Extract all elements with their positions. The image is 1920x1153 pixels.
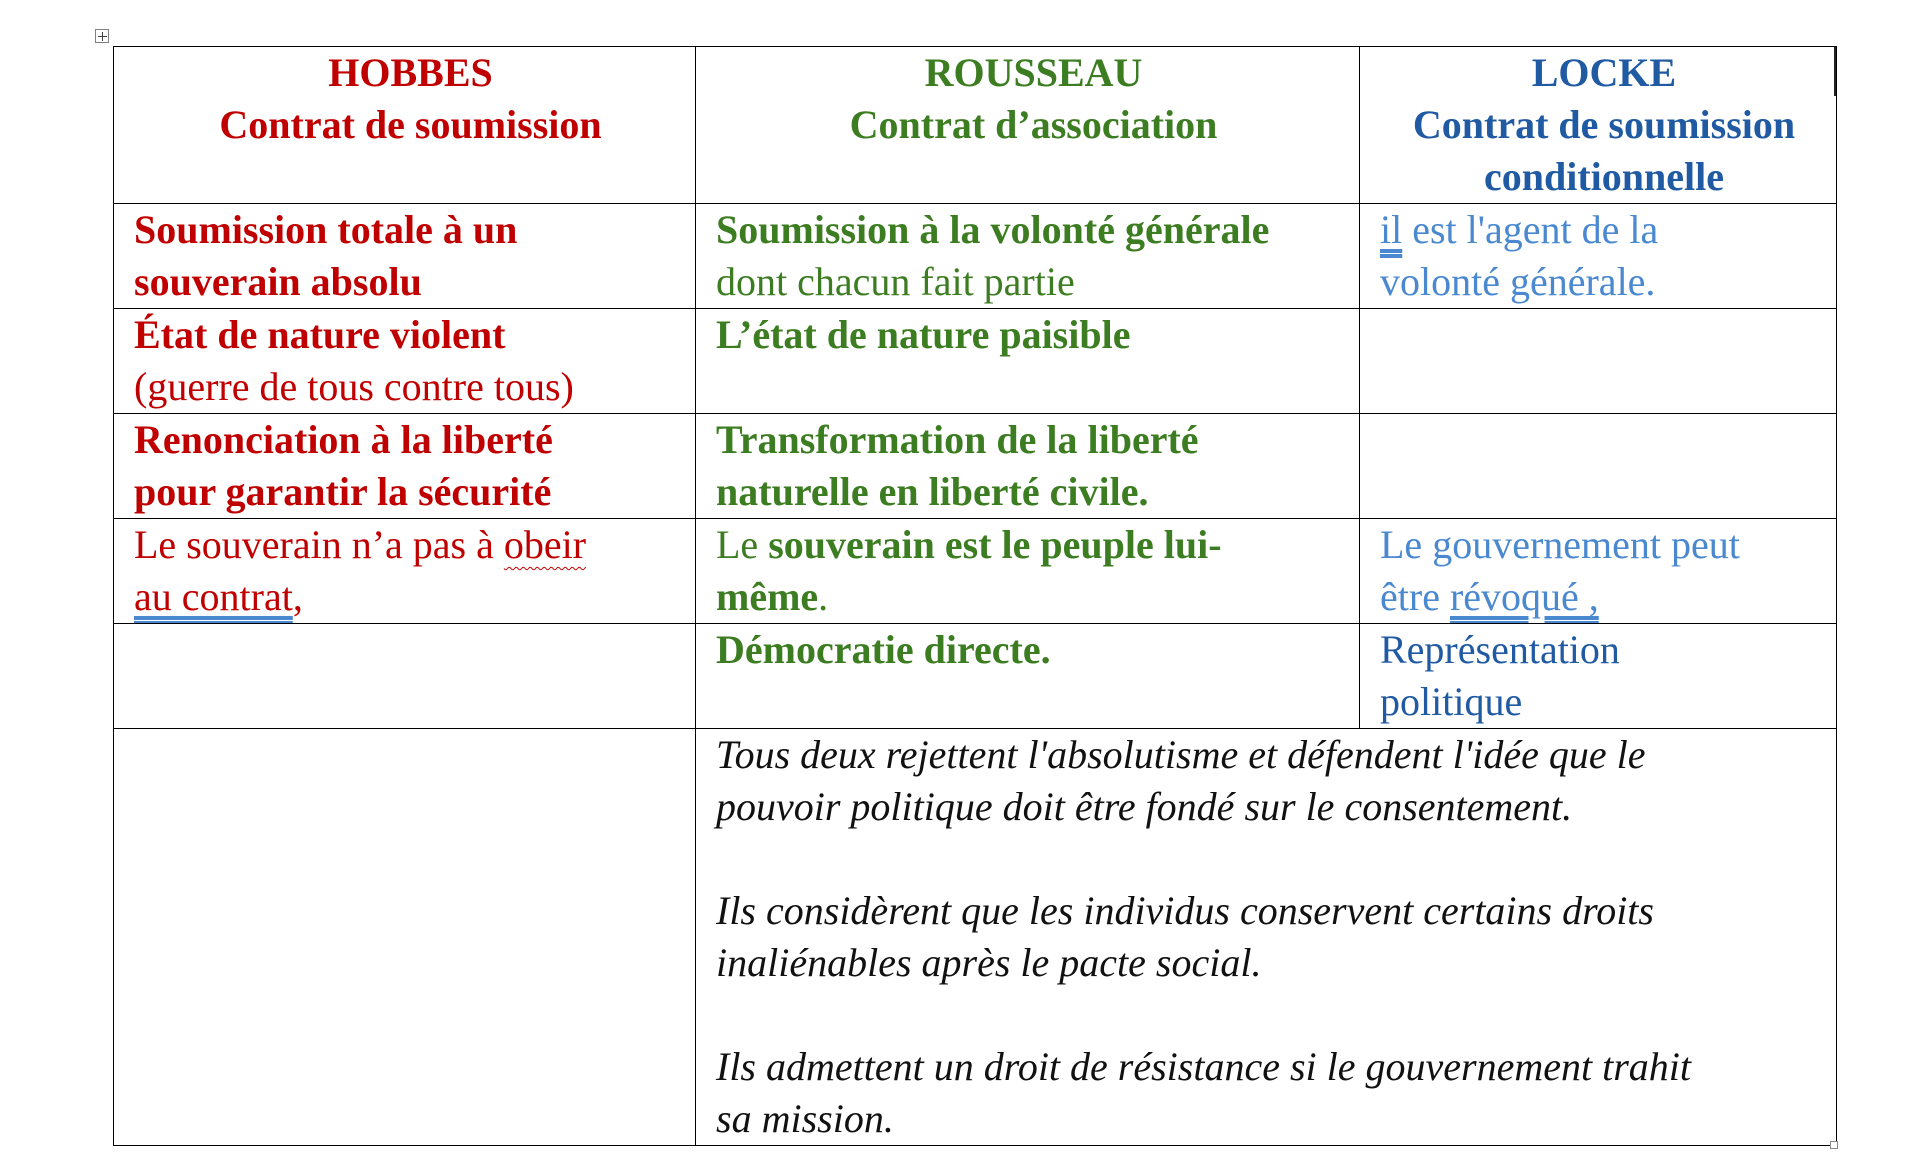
cell-line: Représentation <box>1380 627 1620 672</box>
common-line: Ils admettent un droit de résistance si le gouvernement trahit <box>716 1044 1692 1089</box>
comparison-table <box>113 46 1837 1146</box>
cell-line <box>1380 204 1828 256</box>
locke-contract-line2: conditionnelle <box>1483 154 1725 199</box>
cell-rousseau[interactable] <box>696 204 1360 309</box>
hobbes-contract: Contrat de soumission <box>219 102 602 147</box>
table-row <box>114 414 1837 519</box>
cell-line <box>716 571 1351 623</box>
cell-line: dont chacun fait partie <box>716 259 1075 304</box>
cell-hobbes[interactable] <box>114 204 696 309</box>
cell-locke-empty[interactable] <box>1360 414 1837 519</box>
grammar-flagged-word[interactable]: révoqué , <box>1449 574 1599 619</box>
common-line: inaliénables après le pacte social. <box>716 940 1262 985</box>
header-row <box>114 47 1837 204</box>
cell-line <box>716 519 1351 571</box>
cell-locke[interactable] <box>1360 204 1837 309</box>
cell-line: souverain absolu <box>134 259 422 304</box>
paragraph-gap <box>716 989 1828 1041</box>
rousseau-contract: Contrat d’association <box>849 102 1218 147</box>
cell-text-bold: souverain est le peuple lui- <box>768 522 1222 567</box>
cell-rousseau[interactable] <box>696 309 1360 414</box>
cell-rousseau[interactable] <box>696 624 1360 729</box>
cell-hobbes-empty[interactable] <box>114 624 696 729</box>
spelling-flagged-word[interactable]: obeir <box>503 522 587 567</box>
cell-line: Démocratie directe. <box>716 627 1051 672</box>
cell-locke[interactable] <box>1360 519 1837 624</box>
cell-line: naturelle en liberté civile. <box>716 469 1149 514</box>
header-rousseau <box>696 47 1360 204</box>
header-hobbes <box>114 47 696 204</box>
paragraph-gap <box>716 833 1828 885</box>
cell-text: , <box>292 574 303 619</box>
cell-line: État de nature violent <box>134 312 506 357</box>
cell-line: volonté générale. <box>1380 259 1656 304</box>
cell-text: Le souverain n’a pas à <box>134 522 504 567</box>
cell-text: Le <box>716 522 769 567</box>
grammar-flagged-word[interactable]: au contrat <box>134 574 293 619</box>
cell-rousseau[interactable] <box>696 414 1360 519</box>
cell-rousseau[interactable] <box>696 519 1360 624</box>
cell-line: politique <box>1380 679 1523 724</box>
cell-line: Le gouvernement peut <box>1380 522 1740 567</box>
table-row <box>114 624 1837 729</box>
cell-text-bold: même <box>716 574 819 619</box>
table-row <box>114 519 1837 624</box>
cell-line <box>134 519 687 571</box>
cell-text: est l'agent de la <box>1402 207 1659 252</box>
table-row <box>114 204 1837 309</box>
cell-line <box>134 571 687 623</box>
cell-common[interactable] <box>696 729 1837 1146</box>
cell-line: (guerre de tous contre tous) <box>134 364 574 409</box>
common-line: sa mission. <box>716 1096 894 1141</box>
locke-name: LOCKE <box>1531 50 1677 95</box>
cell-hobbes[interactable] <box>114 519 696 624</box>
header-locke <box>1360 47 1837 204</box>
common-line: Ils considèrent que les individus conservent certains droits <box>716 888 1654 933</box>
cell-locke-empty[interactable] <box>1360 309 1837 414</box>
cell-text: être <box>1380 574 1450 619</box>
cell-line: pour garantir la sécurité <box>134 469 552 514</box>
table-row <box>114 309 1837 414</box>
table-move-icon[interactable] <box>95 29 109 43</box>
cell-line: Renonciation à la liberté <box>134 417 553 462</box>
cell-hobbes-empty[interactable] <box>114 729 696 1146</box>
cell-line: Soumission à la volonté générale <box>716 207 1270 252</box>
locke-contract-line1: Contrat de soumission <box>1412 102 1796 147</box>
common-line: Tous deux rejettent l'absolutisme et défendent l'idée que le <box>716 732 1646 777</box>
cell-line: Transformation de la liberté <box>716 417 1199 462</box>
cell-line <box>1380 571 1828 623</box>
common-row <box>114 729 1837 1146</box>
common-line: pouvoir politique doit être fondé sur le consentement. <box>716 784 1573 829</box>
cell-locke[interactable] <box>1360 624 1837 729</box>
cell-line: L’état de nature paisible <box>716 312 1131 357</box>
hobbes-name: HOBBES <box>328 50 493 95</box>
grammar-flagged-word[interactable]: il <box>1380 207 1403 252</box>
cell-hobbes[interactable] <box>114 309 696 414</box>
rousseau-name: ROUSSEAU <box>924 50 1143 95</box>
table-resize-icon[interactable] <box>1830 1141 1838 1149</box>
cell-hobbes[interactable] <box>114 414 696 519</box>
cell-line: Soumission totale à un <box>134 207 518 252</box>
cell-text: . <box>818 574 829 619</box>
